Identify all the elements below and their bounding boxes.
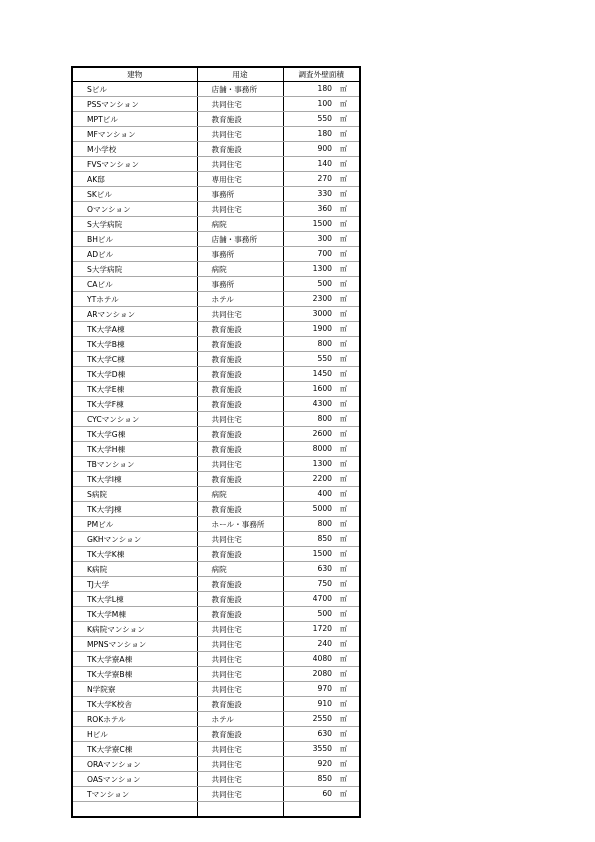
area-unit: ㎡ <box>340 490 347 499</box>
table-row <box>72 187 360 202</box>
table-row <box>72 472 360 487</box>
building-name-cell: ROKホテル <box>72 712 197 727</box>
header-building: 建物 <box>72 67 197 82</box>
building-name-cell: YTホテル <box>72 292 197 307</box>
wall-area-cell <box>283 787 360 802</box>
wall-area-cell <box>283 142 360 157</box>
building-name-cell: AK邸 <box>72 172 197 187</box>
building-use-cell: 教育施設 <box>197 502 283 517</box>
table-row <box>72 112 360 127</box>
wall-area-value: 1300 <box>312 264 332 274</box>
table-row <box>72 562 360 577</box>
wall-area-value: 300 <box>317 234 332 244</box>
building-name-cell: N学院寮 <box>72 682 197 697</box>
building-name-cell: Oマンション <box>72 202 197 217</box>
building-use-cell: 共同住宅 <box>197 637 283 652</box>
area-unit: ㎡ <box>340 220 347 229</box>
wall-area-cell <box>283 517 360 532</box>
wall-area-value: 550 <box>317 354 332 364</box>
area-unit: ㎡ <box>340 565 347 574</box>
building-name-cell: TJ大学 <box>72 577 197 592</box>
building-use-cell: ホール・事務所 <box>197 517 283 532</box>
building-name-cell: TK大学K棟 <box>72 547 197 562</box>
wall-area-cell <box>283 202 360 217</box>
wall-area-cell <box>283 262 360 277</box>
wall-area-value: 800 <box>317 339 332 349</box>
wall-area-value: 270 <box>317 174 332 184</box>
building-use-cell: 共同住宅 <box>197 667 283 682</box>
wall-area-value: 910 <box>317 699 332 709</box>
building-name-cell: TK大学G棟 <box>72 427 197 442</box>
header-wall-area: 調査外壁面積 <box>283 67 360 82</box>
table-row <box>72 547 360 562</box>
building-use-cell: 共同住宅 <box>197 787 283 802</box>
building-use-cell: 共同住宅 <box>197 127 283 142</box>
wall-area-cell <box>283 757 360 772</box>
wall-area-cell <box>283 367 360 382</box>
wall-area-value: 850 <box>317 534 332 544</box>
area-unit: ㎡ <box>340 415 347 424</box>
wall-area-value: 3000 <box>312 309 332 319</box>
wall-area-value: 1300 <box>312 459 332 469</box>
table-row <box>72 157 360 172</box>
wall-area-cell <box>283 247 360 262</box>
wall-area-cell <box>283 502 360 517</box>
table-row <box>72 367 360 382</box>
building-use-cell: 共同住宅 <box>197 97 283 112</box>
building-use-cell: 教育施設 <box>197 547 283 562</box>
area-unit: ㎡ <box>340 475 347 484</box>
wall-area-cell <box>283 697 360 712</box>
wall-area-value: 970 <box>317 684 332 694</box>
building-use-cell: 教育施設 <box>197 337 283 352</box>
wall-area-cell <box>283 592 360 607</box>
wall-area-cell <box>283 742 360 757</box>
wall-area-cell <box>283 112 360 127</box>
building-name-cell: TK大学D棟 <box>72 367 197 382</box>
table-row <box>72 607 360 622</box>
building-name-cell: TK大学K校舎 <box>72 697 197 712</box>
table-row <box>72 172 360 187</box>
building-use-cell: ホテル <box>197 292 283 307</box>
wall-area-value: 3550 <box>312 744 332 754</box>
building-use-cell: 共同住宅 <box>197 202 283 217</box>
building-use-cell: 教育施設 <box>197 442 283 457</box>
wall-area-value: 500 <box>317 609 332 619</box>
building-name-cell: BHビル <box>72 232 197 247</box>
wall-area-value: 330 <box>317 189 332 199</box>
area-unit: ㎡ <box>340 625 347 634</box>
wall-area-cell <box>283 667 360 682</box>
wall-area-value: 1600 <box>312 384 332 394</box>
table-row <box>72 337 360 352</box>
area-unit: ㎡ <box>340 175 347 184</box>
wall-area-cell <box>283 187 360 202</box>
table-row <box>72 277 360 292</box>
building-use-cell: 共同住宅 <box>197 622 283 637</box>
wall-area-cell <box>283 412 360 427</box>
building-use-cell: 教育施設 <box>197 382 283 397</box>
table-row <box>72 802 360 817</box>
area-unit: ㎡ <box>340 760 347 769</box>
building-name-cell: MPNSマンション <box>72 637 197 652</box>
building-use-cell: 教育施設 <box>197 367 283 382</box>
building-name-cell: CAビル <box>72 277 197 292</box>
building-use-cell: 共同住宅 <box>197 742 283 757</box>
wall-area-value: 630 <box>317 564 332 574</box>
area-unit: ㎡ <box>340 790 347 799</box>
table-row <box>72 442 360 457</box>
area-unit: ㎡ <box>340 745 347 754</box>
wall-area-cell <box>283 397 360 412</box>
building-use-cell: 教育施設 <box>197 112 283 127</box>
building-use-cell: 教育施設 <box>197 142 283 157</box>
building-name-cell: MPTビル <box>72 112 197 127</box>
table-row <box>72 232 360 247</box>
building-name-cell: S大学病院 <box>72 262 197 277</box>
wall-area-cell <box>283 457 360 472</box>
building-name-cell: TK大学C棟 <box>72 352 197 367</box>
table-row <box>72 352 360 367</box>
wall-area-cell <box>283 307 360 322</box>
area-unit: ㎡ <box>340 160 347 169</box>
wall-area-value: 2600 <box>312 429 332 439</box>
building-name-cell: M小学校 <box>72 142 197 157</box>
area-unit: ㎡ <box>340 190 347 199</box>
building-use-cell: 共同住宅 <box>197 772 283 787</box>
wall-area-cell <box>283 637 360 652</box>
wall-area-value: 8000 <box>312 444 332 454</box>
wall-area-value: 750 <box>317 579 332 589</box>
building-name-cell: TK大学M棟 <box>72 607 197 622</box>
area-unit: ㎡ <box>340 700 347 709</box>
table-row <box>72 592 360 607</box>
table-row <box>72 697 360 712</box>
table-row <box>72 517 360 532</box>
table-row <box>72 667 360 682</box>
area-unit: ㎡ <box>340 445 347 454</box>
wall-area-value: 2300 <box>312 294 332 304</box>
wall-area-value: 5000 <box>312 504 332 514</box>
table-row <box>72 622 360 637</box>
building-use-cell: 共同住宅 <box>197 757 283 772</box>
area-unit: ㎡ <box>340 340 347 349</box>
area-unit: ㎡ <box>340 100 347 109</box>
building-name-cell: TBマンション <box>72 457 197 472</box>
building-use-cell <box>197 802 283 817</box>
wall-area-value: 900 <box>317 144 332 154</box>
building-use-cell: 共同住宅 <box>197 412 283 427</box>
wall-area-cell <box>283 97 360 112</box>
wall-area-value: 920 <box>317 759 332 769</box>
wall-area-cell <box>283 607 360 622</box>
building-name-cell: CYCマンション <box>72 412 197 427</box>
wall-area-value: 400 <box>317 489 332 499</box>
wall-area-cell <box>283 727 360 742</box>
building-name-cell: FVSマンション <box>72 157 197 172</box>
wall-area-value: 240 <box>317 639 332 649</box>
table-row <box>72 427 360 442</box>
wall-area-value: 500 <box>317 279 332 289</box>
building-name-cell: MFマンション <box>72 127 197 142</box>
area-unit: ㎡ <box>340 385 347 394</box>
wall-area-cell <box>283 577 360 592</box>
building-name-cell: PSSマンション <box>72 97 197 112</box>
building-name-cell: TK大学寮A棟 <box>72 652 197 667</box>
building-use-cell: 共同住宅 <box>197 157 283 172</box>
building-name-cell: K病院 <box>72 562 197 577</box>
building-wall-area-table <box>71 66 361 818</box>
table-row <box>72 532 360 547</box>
wall-area-cell <box>283 772 360 787</box>
wall-area-value: 1500 <box>312 549 332 559</box>
area-unit: ㎡ <box>340 775 347 784</box>
wall-area-value: 800 <box>317 414 332 424</box>
wall-area-value: 2200 <box>312 474 332 484</box>
wall-area-cell <box>283 487 360 502</box>
wall-area-value: 4300 <box>312 399 332 409</box>
building-name-cell: TK大学E棟 <box>72 382 197 397</box>
area-unit: ㎡ <box>340 280 347 289</box>
building-use-cell: 共同住宅 <box>197 307 283 322</box>
building-name-cell: TK大学寮C棟 <box>72 742 197 757</box>
area-unit: ㎡ <box>340 355 347 364</box>
building-name-cell: Hビル <box>72 727 197 742</box>
area-unit: ㎡ <box>340 595 347 604</box>
building-use-cell: 教育施設 <box>197 472 283 487</box>
table-row <box>72 577 360 592</box>
area-unit: ㎡ <box>340 580 347 589</box>
building-use-cell: 事務所 <box>197 277 283 292</box>
wall-area-cell <box>283 277 360 292</box>
table-header-row <box>72 67 360 82</box>
area-unit: ㎡ <box>340 370 347 379</box>
building-use-cell: 病院 <box>197 562 283 577</box>
building-use-cell: 教育施設 <box>197 397 283 412</box>
wall-area-value: 4700 <box>312 594 332 604</box>
wall-area-cell <box>283 622 360 637</box>
area-unit: ㎡ <box>340 685 347 694</box>
table-row <box>72 727 360 742</box>
table-row <box>72 652 360 667</box>
building-use-cell: 病院 <box>197 487 283 502</box>
wall-area-cell <box>283 322 360 337</box>
table-row <box>72 502 360 517</box>
building-name-cell: ADビル <box>72 247 197 262</box>
area-unit: ㎡ <box>340 670 347 679</box>
building-name-cell: TK大学H棟 <box>72 442 197 457</box>
table-row <box>72 202 360 217</box>
wall-area-cell <box>283 442 360 457</box>
building-use-cell: 教育施設 <box>197 697 283 712</box>
building-use-cell: 共同住宅 <box>197 532 283 547</box>
wall-area-cell <box>283 427 360 442</box>
area-unit: ㎡ <box>340 430 347 439</box>
building-use-cell: 教育施設 <box>197 322 283 337</box>
area-unit: ㎡ <box>340 85 347 94</box>
area-unit: ㎡ <box>340 310 347 319</box>
wall-area-cell <box>283 547 360 562</box>
building-use-cell: ホテル <box>197 712 283 727</box>
wall-area-value: 4080 <box>312 654 332 664</box>
area-unit: ㎡ <box>340 115 347 124</box>
wall-area-cell <box>283 337 360 352</box>
building-name-cell: S病院 <box>72 487 197 502</box>
wall-area-value: 100 <box>317 99 332 109</box>
building-use-cell: 病院 <box>197 217 283 232</box>
wall-area-value: 1900 <box>312 324 332 334</box>
area-unit: ㎡ <box>340 655 347 664</box>
area-unit: ㎡ <box>340 130 347 139</box>
area-unit: ㎡ <box>340 400 347 409</box>
area-unit: ㎡ <box>340 235 347 244</box>
table-row <box>72 247 360 262</box>
wall-area-cell <box>283 82 360 97</box>
building-name-cell: TK大学L棟 <box>72 592 197 607</box>
building-use-cell: 共同住宅 <box>197 652 283 667</box>
wall-area-cell <box>283 172 360 187</box>
area-unit: ㎡ <box>340 715 347 724</box>
building-use-cell: 教育施設 <box>197 352 283 367</box>
wall-area-cell <box>283 382 360 397</box>
table-row <box>72 637 360 652</box>
table-row <box>72 487 360 502</box>
header-use: 用途 <box>197 67 283 82</box>
area-unit: ㎡ <box>340 520 347 529</box>
table-row <box>72 127 360 142</box>
wall-area-cell <box>283 232 360 247</box>
table-row <box>72 97 360 112</box>
building-name-cell <box>72 802 197 817</box>
building-name-cell: TK大学F棟 <box>72 397 197 412</box>
building-use-cell: 店舗・事務所 <box>197 232 283 247</box>
building-use-cell: 事務所 <box>197 187 283 202</box>
table-row <box>72 142 360 157</box>
wall-area-value: 180 <box>317 84 332 94</box>
building-name-cell: K病院マンション <box>72 622 197 637</box>
wall-area-value: 2080 <box>312 669 332 679</box>
area-unit: ㎡ <box>340 460 347 469</box>
wall-area-value: 550 <box>317 114 332 124</box>
building-name-cell: GKHマンション <box>72 532 197 547</box>
building-use-cell: 共同住宅 <box>197 682 283 697</box>
wall-area-value: 700 <box>317 249 332 259</box>
building-use-cell: 共同住宅 <box>197 457 283 472</box>
table-row <box>72 217 360 232</box>
area-unit: ㎡ <box>340 295 347 304</box>
building-use-cell: 教育施設 <box>197 727 283 742</box>
wall-area-value: 800 <box>317 519 332 529</box>
building-name-cell: OASマンション <box>72 772 197 787</box>
area-unit: ㎡ <box>340 505 347 514</box>
wall-area-value: 630 <box>317 729 332 739</box>
building-use-cell: 教育施設 <box>197 607 283 622</box>
area-unit: ㎡ <box>340 205 347 214</box>
building-use-cell: 病院 <box>197 262 283 277</box>
wall-area-cell <box>283 472 360 487</box>
table-row <box>72 772 360 787</box>
area-unit: ㎡ <box>340 145 347 154</box>
wall-area-cell <box>283 802 360 817</box>
building-name-cell: SKビル <box>72 187 197 202</box>
area-unit: ㎡ <box>340 535 347 544</box>
wall-area-cell <box>283 712 360 727</box>
wall-area-value: 1450 <box>312 369 332 379</box>
building-name-cell: ARマンション <box>72 307 197 322</box>
wall-area-value: 850 <box>317 774 332 784</box>
table-row <box>72 82 360 97</box>
building-use-cell: 教育施設 <box>197 427 283 442</box>
building-use-cell: 教育施設 <box>197 577 283 592</box>
table-row <box>72 322 360 337</box>
wall-area-cell <box>283 562 360 577</box>
area-unit: ㎡ <box>340 640 347 649</box>
wall-area-value: 2550 <box>312 714 332 724</box>
wall-area-value: 60 <box>322 789 332 799</box>
wall-area-cell <box>283 157 360 172</box>
building-name-cell: S大学病院 <box>72 217 197 232</box>
wall-area-value: 1500 <box>312 219 332 229</box>
wall-area-value: 140 <box>317 159 332 169</box>
wall-area-cell <box>283 352 360 367</box>
wall-area-value: 180 <box>317 129 332 139</box>
wall-area-cell <box>283 682 360 697</box>
table-row <box>72 682 360 697</box>
table-row <box>72 742 360 757</box>
table-row <box>72 292 360 307</box>
table-row <box>72 412 360 427</box>
building-use-cell: 教育施設 <box>197 592 283 607</box>
building-name-cell: Sビル <box>72 82 197 97</box>
wall-area-cell <box>283 532 360 547</box>
building-name-cell: TK大学B棟 <box>72 337 197 352</box>
building-use-cell: 店舗・事務所 <box>197 82 283 97</box>
area-unit: ㎡ <box>340 550 347 559</box>
area-unit: ㎡ <box>340 730 347 739</box>
area-unit: ㎡ <box>340 610 347 619</box>
building-name-cell: ORAマンション <box>72 757 197 772</box>
wall-area-value: 360 <box>317 204 332 214</box>
building-name-cell: PMビル <box>72 517 197 532</box>
building-use-cell: 事務所 <box>197 247 283 262</box>
building-name-cell: TK大学寮B棟 <box>72 667 197 682</box>
table-row <box>72 712 360 727</box>
wall-area-cell <box>283 127 360 142</box>
table-row <box>72 787 360 802</box>
area-unit: ㎡ <box>340 265 347 274</box>
table-row <box>72 307 360 322</box>
table-row <box>72 382 360 397</box>
table-row <box>72 262 360 277</box>
building-use-cell: 専用住宅 <box>197 172 283 187</box>
building-name-cell: TK大学A棟 <box>72 322 197 337</box>
building-name-cell: TK大学I棟 <box>72 472 197 487</box>
table-row <box>72 457 360 472</box>
table-row <box>72 397 360 412</box>
building-name-cell: Tマンション <box>72 787 197 802</box>
building-name-cell: TK大学J棟 <box>72 502 197 517</box>
wall-area-cell <box>283 652 360 667</box>
wall-area-value: 1720 <box>312 624 332 634</box>
area-unit: ㎡ <box>340 325 347 334</box>
wall-area-cell <box>283 292 360 307</box>
area-unit: ㎡ <box>340 250 347 259</box>
table-row <box>72 757 360 772</box>
wall-area-cell <box>283 217 360 232</box>
